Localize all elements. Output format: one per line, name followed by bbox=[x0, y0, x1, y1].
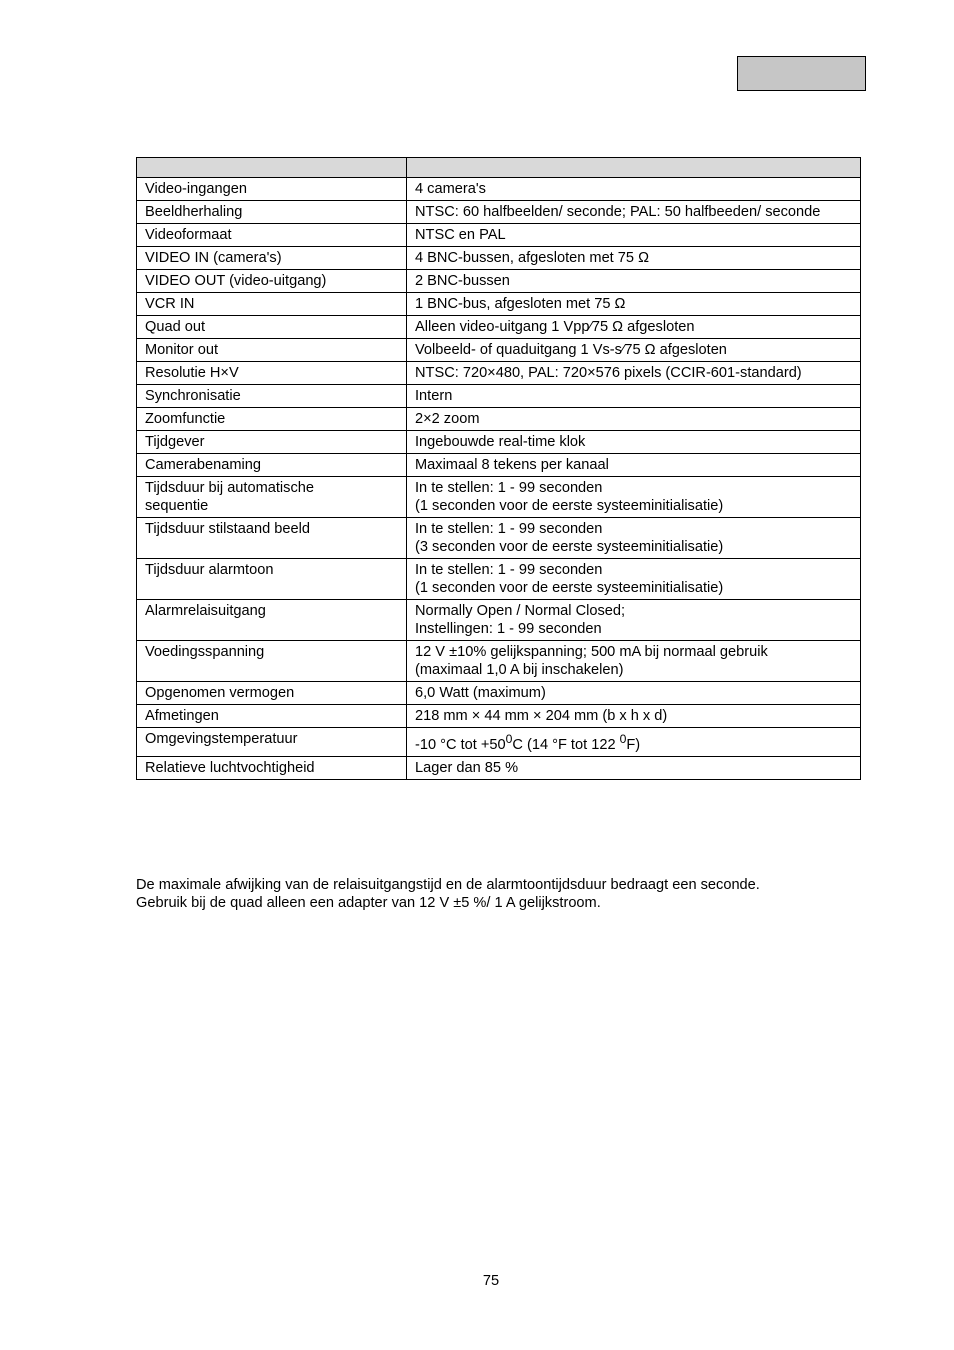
spec-label: Tijdsduur alarmtoon bbox=[137, 559, 407, 600]
spec-label: Tijdsduur bij automatische sequentie bbox=[137, 477, 407, 518]
table-row bbox=[137, 293, 861, 316]
table-row bbox=[137, 201, 861, 224]
note-line: Gebruik bij de quad alleen een adapter van 12 V ±5 %/ 1 A gelijkstroom. bbox=[136, 895, 601, 911]
table-header-row bbox=[137, 158, 861, 178]
table-row bbox=[137, 316, 861, 339]
spec-value: 4 BNC-bussen, afgesloten met 75 Ω bbox=[407, 247, 861, 270]
spec-value: Intern bbox=[407, 385, 861, 408]
degree-superscript: 0 bbox=[619, 732, 627, 746]
spec-value: Lager dan 85 % bbox=[407, 756, 861, 779]
spec-label: Beeldherhaling bbox=[137, 201, 407, 224]
spec-value bbox=[407, 728, 861, 757]
table-row bbox=[137, 247, 861, 270]
spec-value: 218 mm × 44 mm × 204 mm (b x h x d) bbox=[407, 705, 861, 728]
spec-label: Relatieve luchtvochtigheid bbox=[137, 756, 407, 779]
spec-label: Voedingsspanning bbox=[137, 641, 407, 682]
table-row bbox=[137, 641, 861, 682]
spec-label: Resolutie H×V bbox=[137, 362, 407, 385]
spec-value: 4 camera's bbox=[407, 178, 861, 201]
table-row bbox=[137, 559, 861, 600]
degree-superscript: 0 bbox=[505, 732, 513, 746]
spec-label: VIDEO OUT (video-uitgang) bbox=[137, 270, 407, 293]
spec-value: 2×2 zoom bbox=[407, 408, 861, 431]
note-line: De maximale afwijking van de relaisuitgangstijd en de alarmtoontijdsduur bedraagt een seconde. bbox=[136, 877, 760, 893]
spec-label: Camerabenaming bbox=[137, 454, 407, 477]
spec-label: Afmetingen bbox=[137, 705, 407, 728]
table-row bbox=[137, 270, 861, 293]
table-row bbox=[137, 600, 861, 641]
table-row bbox=[137, 756, 861, 779]
header-cell-value bbox=[407, 158, 861, 178]
spec-label: Video-ingangen bbox=[137, 178, 407, 201]
temp-min-text: -10 °C tot +50 bbox=[415, 736, 506, 753]
spec-value: 1 BNC-bus, afgesloten met 75 Ω bbox=[407, 293, 861, 316]
spec-value: NTSC: 60 halfbeelden/ seconde; PAL: 50 halfbeeden/ seconde bbox=[407, 201, 861, 224]
spec-value: Volbeeld- of quaduitgang 1 Vs-s⁄75 Ω afgesloten bbox=[407, 339, 861, 362]
table-row bbox=[137, 518, 861, 559]
spec-label: Quad out bbox=[137, 316, 407, 339]
spec-label: Tijdsduur stilstaand beeld bbox=[137, 518, 407, 559]
spec-value: NTSC en PAL bbox=[407, 224, 861, 247]
table-row bbox=[137, 178, 861, 201]
language-tab-box bbox=[737, 56, 866, 91]
spec-label: Opgenomen vermogen bbox=[137, 682, 407, 705]
table-row bbox=[137, 408, 861, 431]
spec-label: VIDEO IN (camera's) bbox=[137, 247, 407, 270]
table-row bbox=[137, 431, 861, 454]
table-row bbox=[137, 362, 861, 385]
spec-value: Ingebouwde real-time klok bbox=[407, 431, 861, 454]
spec-value: In te stellen: 1 - 99 seconden (1 seconden voor de eerste systeeminitialisatie) bbox=[407, 559, 861, 600]
temp-mid-text: C (14 °F tot 122 bbox=[512, 736, 620, 753]
spec-label: Monitor out bbox=[137, 339, 407, 362]
spec-label: Tijdgever bbox=[137, 431, 407, 454]
spec-value: Maximaal 8 tekens per kanaal bbox=[407, 454, 861, 477]
table-row bbox=[137, 705, 861, 728]
spec-value: 12 V ±10% gelijkspanning; 500 mA bij normaal gebruik (maximaal 1,0 A bij inschakelen) bbox=[407, 641, 861, 682]
table-row bbox=[137, 224, 861, 247]
temp-end-text: F) bbox=[626, 736, 641, 753]
page-number: 75 bbox=[482, 1273, 500, 1289]
table-row bbox=[137, 477, 861, 518]
spec-value: Normally Open / Normal Closed; Instellingen: 1 - 99 seconden bbox=[407, 600, 861, 641]
spec-label: Zoomfunctie bbox=[137, 408, 407, 431]
header-cell-parameter bbox=[137, 158, 407, 178]
spec-value: In te stellen: 1 - 99 seconden (3 seconden voor de eerste systeeminitialisatie) bbox=[407, 518, 861, 559]
table-row bbox=[137, 682, 861, 705]
spec-value: Alleen video-uitgang 1 Vpp⁄75 Ω afgesloten bbox=[407, 316, 861, 339]
spec-value: In te stellen: 1 - 99 seconden (1 seconden voor de eerste systeeminitialisatie) bbox=[407, 477, 861, 518]
notes-paragraph bbox=[136, 876, 856, 912]
specifications-table bbox=[136, 157, 861, 780]
spec-label: Videoformaat bbox=[137, 224, 407, 247]
table-row bbox=[137, 385, 861, 408]
spec-label: Synchronisatie bbox=[137, 385, 407, 408]
spec-label: Alarmrelaisuitgang bbox=[137, 600, 407, 641]
spec-value: 6,0 Watt (maximum) bbox=[407, 682, 861, 705]
table-row bbox=[137, 728, 861, 757]
spec-label: VCR IN bbox=[137, 293, 407, 316]
spec-label: Omgevingstemperatuur bbox=[137, 728, 407, 757]
table-row bbox=[137, 454, 861, 477]
table-row bbox=[137, 339, 861, 362]
spec-value: 2 BNC-bussen bbox=[407, 270, 861, 293]
spec-value: NTSC: 720×480, PAL: 720×576 pixels (CCIR-601-standard) bbox=[407, 362, 861, 385]
